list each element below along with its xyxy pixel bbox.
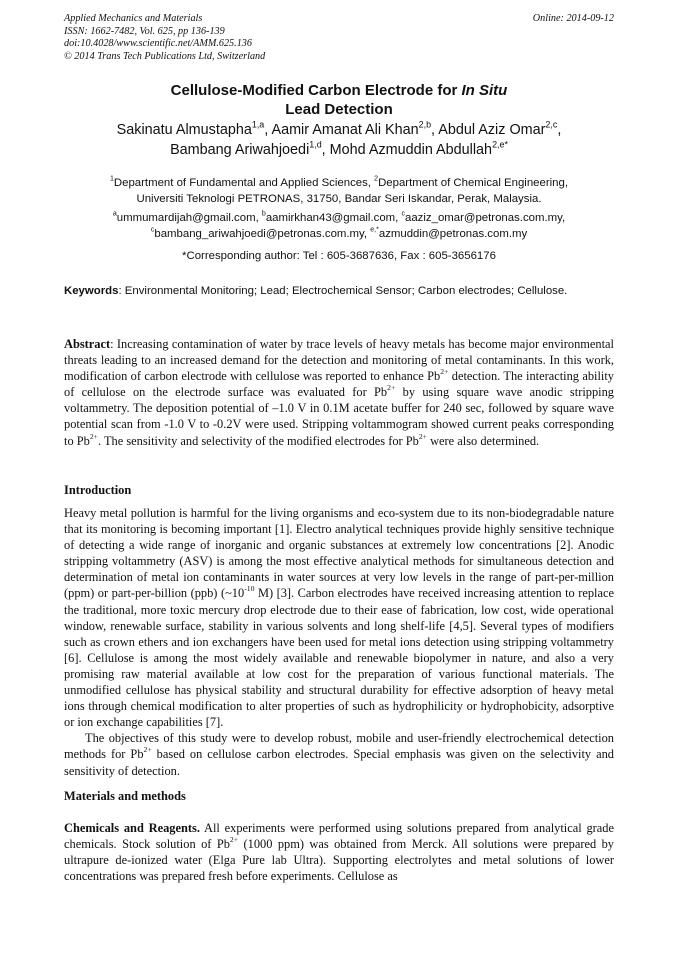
paragraph-text: The objectives of this study were to develop robust, mobile and user-friendly electrochemical detection methods for Pb bbox=[64, 731, 614, 762]
title-line2: Lead Detection bbox=[285, 101, 393, 118]
doi-line[interactable]: doi:10.4028/www.scientific.net/AMM.625.136 bbox=[64, 38, 252, 50]
author-sep: , bbox=[557, 122, 562, 138]
author-name: , Aamir Amanat Ali Khan bbox=[264, 122, 419, 138]
author-list bbox=[40, 121, 638, 160]
email-list bbox=[40, 210, 638, 242]
introduction-body bbox=[64, 505, 614, 779]
affil-dept1: Department of Fundamental and Applied Sciences, bbox=[113, 177, 375, 189]
paper-title bbox=[40, 81, 638, 119]
superscript: 2+ bbox=[229, 835, 239, 845]
paragraph-text: M) [3]. Carbon electrodes have received increasing attention to replace the traditional, more toxic mercury drop electrode due to their ease of fabrication, low cost, wide operational window, renewable surface, stability in various solvents and long shelf-life [4,5]. Several types of modifiers such as crown ethers and ion exchangers have been used for metal ions detection using stripping voltammetry [6]. Cellulose is among the most widely available and renewable biopolymer in nature, and also a very promising raw material available at low cost for the preparation of various functional materials. The unmodified cellulose has physical stability and structural durability for effective adsorption of heavy metal ions through chemical modification to alter properties of such as hydrophilicity or hydrophobicity, adsorptive or ion exchange capabilities [7]. bbox=[64, 586, 615, 730]
superscript: 2+ bbox=[440, 367, 449, 377]
affil-sup: 1 bbox=[109, 175, 114, 183]
online-date: Online: 2014-09-12 bbox=[532, 13, 614, 24]
paragraph-text: based on cellulose carbon electrodes. Special emphasis was given on the selectivity and sensitivity of detection. bbox=[64, 747, 614, 778]
author-name: , Mohd Azmuddin Abdullah bbox=[321, 141, 493, 158]
journal-header bbox=[64, 13, 265, 63]
section-heading-introduction: Introduction bbox=[64, 483, 132, 497]
email-sup: e,* bbox=[370, 226, 379, 234]
author-name: , Abdul Aziz Omar bbox=[431, 122, 546, 138]
title-line1: Cellulose-Modified Carbon Electrode for bbox=[170, 82, 462, 99]
email-link[interactable]: ummumardijah@gmail.com, bbox=[116, 212, 262, 224]
author-sup: 2,c bbox=[545, 119, 558, 130]
affil-dept2: Department of Chemical Engineering, bbox=[378, 177, 569, 189]
email-link[interactable]: azmuddin@petronas.com.my bbox=[378, 228, 528, 240]
corresponding-author: *Corresponding author: Tel : 605-3687636, Fax : 605-3656176 bbox=[182, 250, 496, 262]
email-link[interactable]: aamirkhan43@gmail.com, bbox=[265, 212, 402, 224]
superscript: 2+ bbox=[143, 745, 152, 755]
email-link[interactable]: aaziz_omar@petronas.com.my, bbox=[405, 212, 566, 224]
subsection-label: Chemicals and Reagents. bbox=[64, 821, 200, 835]
superscript: -10 bbox=[244, 584, 255, 594]
abstract-text: detection. The interacting ability of cellulose on the electrode surface was evaluated for Pb bbox=[64, 369, 614, 400]
keywords-label: Keywords bbox=[64, 285, 119, 297]
author-sup: 2,e* bbox=[492, 138, 508, 149]
chemicals-paragraph bbox=[64, 820, 614, 884]
author-sup: 1,a bbox=[251, 119, 265, 130]
section-heading-materials: Materials and methods bbox=[64, 789, 186, 803]
abstract-text: . The sensitivity and selectivity of the modified electrodes for Pb bbox=[98, 433, 419, 448]
keywords-text: : Environmental Monitoring; Lead; Electrochemical Sensor; Carbon electrodes; Cellulose. bbox=[118, 285, 568, 297]
abstract-text: were also determined. bbox=[427, 433, 540, 448]
issn-line: ISSN: 1662-7482, Vol. 625, pp 136-139 bbox=[64, 25, 225, 37]
author-sup: 1,d bbox=[309, 138, 322, 149]
abstract bbox=[64, 336, 614, 449]
email-link[interactable]: bambang_ariwahjoedi@petronas.com.my, bbox=[154, 228, 371, 240]
paragraph bbox=[64, 730, 614, 778]
superscript: 2+ bbox=[387, 383, 396, 393]
author-name: Bambang Ariwahjoedi bbox=[170, 141, 310, 158]
abstract-label: Abstract bbox=[64, 337, 111, 351]
affiliations bbox=[40, 175, 638, 207]
paragraph-text: (1000 ppm) was obtained from Merck. All solutions were prepared by ultrapure de-ionized water (Elga Pure lab Ultra). Supporting electrolytes and metal solutions of lower concentrations was prepared fresh before experiments. Cellulose as bbox=[64, 837, 614, 884]
email-sup: b bbox=[261, 210, 266, 218]
journal-name: Applied Mechanics and Materials bbox=[64, 13, 203, 24]
email-sup: c bbox=[401, 210, 406, 218]
abstract-text: : Increasing contamination of water by trace levels of heavy metals has become major environmental threats leading to an increased demand for the detection and monitoring of metal contaminants. In this work, modification of carbon electrode with cellulose was reported to enhance Pb bbox=[64, 337, 614, 384]
affil-sup: 2 bbox=[374, 175, 379, 183]
superscript: 2+ bbox=[89, 431, 98, 441]
superscript: 2+ bbox=[418, 431, 427, 441]
title-italic: In Situ bbox=[461, 82, 508, 99]
email-sup: a bbox=[112, 210, 117, 218]
author-sup: 2,b bbox=[418, 119, 432, 130]
keywords bbox=[64, 283, 614, 299]
paragraph-text: Heavy metal pollution is harmful for the living organisms and eco-system due to its non-biodegradable nature that its monitoring is becoming important [1]. Electro analytical techniques provide highly sensitive technique of detecting a wide range of inorganic and organic substances at extremely low concentrations [2]. Anodic stripping voltammetry (ASV) is among the most effective analytical methods for simultaneous detection and determination of metal ion contaminants in water sources at very low levels in the range of part-per-million (ppm) or part-per-billion (ppb) (~10 bbox=[64, 506, 614, 601]
paragraph bbox=[64, 505, 614, 730]
email-sup: c bbox=[150, 226, 155, 234]
copyright-line: © 2014 Trans Tech Publications Ltd, Switzerland bbox=[64, 50, 266, 62]
affil-address: Universiti Teknologi PETRONAS, 31750, Bandar Seri Iskandar, Perak, Malaysia. bbox=[136, 193, 542, 205]
abstract-text: by using square wave anodic stripping voltammetry. The deposition potential of –1.0 V in 0.1M acetate buffer for 240 sec, followed by square wave potential scan from -1.0 V to -0.2V were used. Stripping voltammogram showed current peaks corresponding to Pb bbox=[64, 385, 614, 448]
paragraph-text: All experiments were performed using solutions prepared from analytical grade chemicals. Stock solution of Pb bbox=[64, 821, 614, 852]
author-name: Sakinatu Almustapha bbox=[116, 122, 252, 138]
